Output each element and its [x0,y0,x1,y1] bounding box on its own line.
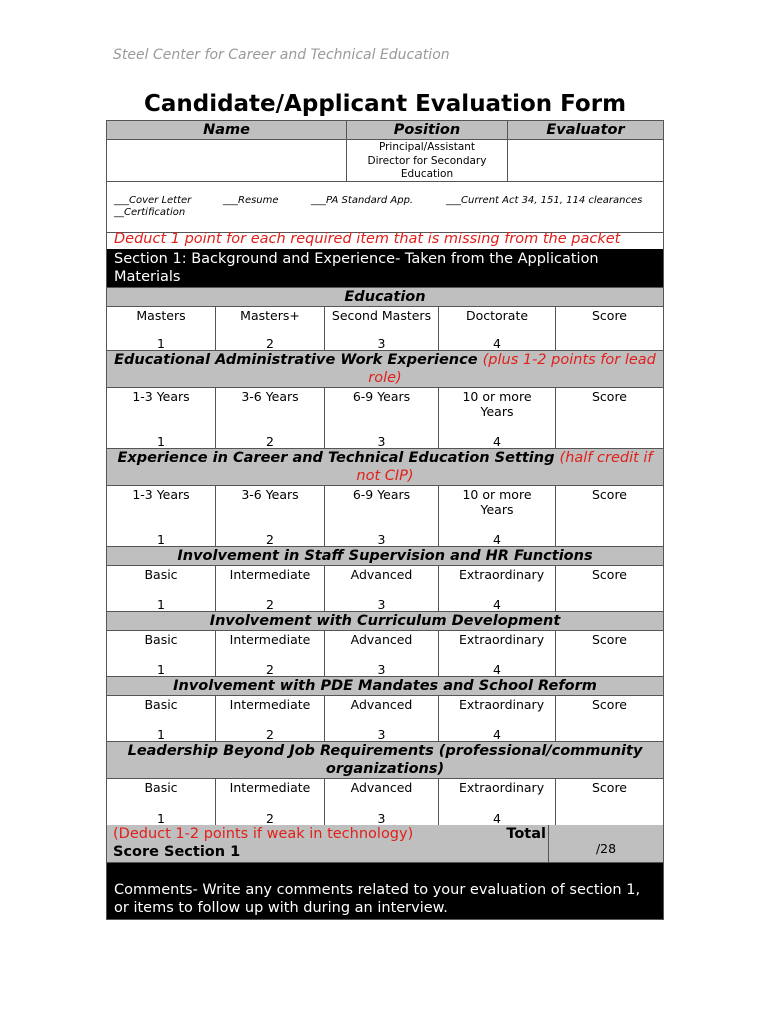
option-points: 3 [377,336,386,351]
option-points: 1 [157,727,165,742]
option-points: 4 [493,597,501,612]
option-cell[interactable] [325,486,439,546]
option-points: 2 [266,662,274,677]
check-resume[interactable]: ___Resume [223,195,279,206]
check-certification[interactable]: __Certification [114,207,186,218]
check-pa-standard-app[interactable]: ___PA Standard App. [311,195,414,206]
option-label: Extraordinary [459,780,545,795]
category-heading-row [107,547,663,566]
option-points: 2 [266,597,274,612]
option-label: Doctorate [465,308,529,323]
category-heading [107,742,663,778]
category-options-row [107,696,663,742]
category-heading [107,449,663,485]
category-title: Leadership Beyond Job Requirements (professional/community organizations) [127,743,643,777]
option-cell[interactable] [107,486,216,546]
category-options-row [107,388,663,449]
option-label: Intermediate [229,632,311,647]
option-points: 1 [157,597,165,612]
evaluator-field[interactable] [508,140,663,181]
score-label: Score [591,567,627,582]
comments-row [107,863,663,919]
deduct-note: Deduct 1 point for each required item that is missing from the packet [114,231,621,247]
score-label: Score [591,780,627,795]
score-field[interactable] [556,696,663,741]
score-field[interactable] [556,779,663,825]
option-label: Intermediate [229,567,311,582]
option-label: Basic [144,632,178,647]
option-points: 1 [157,336,165,351]
option-label: Masters [136,308,186,323]
option-label: Intermediate [229,697,311,712]
option-points: 3 [377,727,386,742]
total-score-field[interactable]: /28 [549,825,663,862]
option-label: 10 or more Years [462,487,532,517]
score-field[interactable] [556,566,663,611]
option-points: 3 [377,532,386,547]
category-options-row [107,486,663,547]
option-points: 1 [157,434,165,449]
option-label: Extraordinary [459,697,545,712]
option-cell[interactable] [107,779,216,825]
option-cell[interactable] [439,696,556,741]
option-label: Second Masters [331,308,432,323]
top-header-row [107,121,663,140]
option-points: 2 [266,434,274,449]
option-cell[interactable] [216,566,325,611]
score-section-label: Score Section 1 [113,844,241,860]
option-cell[interactable] [107,307,216,350]
option-cell[interactable] [107,631,216,676]
option-cell[interactable] [325,307,439,350]
option-points: 1 [157,662,165,677]
position-value: Principal/Assistant Director for Secondary Education [347,140,508,181]
deduct-note-row [107,233,663,249]
option-label: Extraordinary [459,567,545,582]
option-points: 1 [157,811,165,826]
option-points: 4 [493,336,501,351]
option-points: 2 [266,727,274,742]
option-cell[interactable] [216,388,325,448]
category-heading-row [107,351,663,388]
category-heading [107,547,663,565]
option-cell[interactable] [216,486,325,546]
option-cell[interactable] [216,631,325,676]
category-note: (half credit if not CIP) [356,450,653,484]
score-label: Score [591,389,627,404]
category-options-row [107,779,663,825]
option-cell[interactable] [439,779,556,825]
option-cell[interactable] [439,486,556,546]
option-cell[interactable] [439,307,556,350]
name-header: Name [107,121,347,139]
option-label: Advanced [350,780,413,795]
evaluator-header: Evaluator [546,122,625,138]
option-label: 1-3 Years [132,389,190,404]
category-title: Involvement in Staff Supervision and HR Functions [177,548,593,564]
check-clearances[interactable]: ___Current Act 34, 151, 114 clearances [446,195,643,206]
option-label: 3-6 Years [241,487,299,502]
total-label: Total [506,826,546,842]
option-points: 4 [493,662,501,677]
section-1-bar-row [107,249,663,288]
option-cell[interactable] [325,566,439,611]
option-points: 3 [377,811,386,826]
option-cell[interactable] [439,631,556,676]
score-field[interactable] [556,307,663,350]
option-label: 3-6 Years [241,389,299,404]
score-field[interactable] [556,631,663,676]
score-label: Score [591,697,627,712]
checklist-row [107,182,663,233]
option-points: 2 [266,532,274,547]
category-title: Experience in Career and Technical Education Setting [117,450,555,466]
option-cell[interactable] [325,779,439,825]
option-cell[interactable] [216,696,325,741]
section-1-categories [107,288,663,825]
category-heading [107,612,663,630]
position-header: Position [347,121,508,139]
score-label: Score [591,487,627,502]
option-points: 3 [377,434,386,449]
option-points: 3 [377,597,386,612]
section-1-title: Section 1: Background and Experience- Taken from the Application Materials [114,251,599,285]
category-heading [107,351,663,387]
category-options-row [107,566,663,612]
required-items-checklist [107,182,663,232]
option-cell[interactable] [325,631,439,676]
option-points: 2 [266,336,274,351]
option-label: Intermediate [229,780,311,795]
category-title: Education [344,289,426,305]
category-heading-row [107,449,663,486]
option-cell[interactable] [439,566,556,611]
option-label: 6-9 Years [352,487,411,502]
check-cover-letter[interactable]: ___Cover Letter [114,195,192,206]
category-heading-row [107,288,663,307]
option-label: Basic [144,780,178,795]
option-label: Extraordinary [459,632,545,647]
option-points: 4 [493,434,501,449]
score-field[interactable] [556,388,663,448]
option-cell[interactable] [107,566,216,611]
score-field[interactable] [556,486,663,546]
technology-note: (Deduct 1-2 points if weak in technology) [113,826,414,842]
total-row [107,825,663,863]
option-points: 3 [377,662,386,677]
form-title: Candidate/Applicant Evaluation Form [143,91,627,117]
option-label: 1-3 Years [132,487,190,502]
option-points: 4 [493,532,501,547]
option-cell[interactable] [439,388,556,448]
category-heading-row [107,612,663,631]
category-title: Educational Administrative Work Experience [114,352,478,368]
score-label: Score [591,308,627,323]
category-heading [107,288,663,306]
category-heading-row [107,677,663,696]
name-field[interactable] [107,140,347,181]
category-title: Involvement with PDE Mandates and School Reform [173,678,597,694]
option-label: Basic [144,567,178,582]
option-label: Basic [144,697,178,712]
top-value-row [107,140,663,182]
option-label: Advanced [350,697,413,712]
option-cell[interactable] [325,696,439,741]
option-label: Advanced [350,567,413,582]
category-options-row [107,631,663,677]
category-note: (plus 1-2 points for lead role) [368,352,656,386]
option-points: 4 [493,811,501,826]
option-label: Advanced [350,632,413,647]
category-heading [107,677,663,695]
option-cell[interactable] [107,388,216,448]
option-cell[interactable] [325,388,439,448]
category-options-row [107,307,663,351]
category-title: Involvement with Curriculum Development [209,613,561,629]
option-points: 4 [493,727,501,742]
organization-name: Steel Center for Career and Technical Education [113,47,450,63]
evaluation-form [106,120,664,920]
option-cell[interactable] [216,779,325,825]
comments-instructions: Comments- Write any comments related to your evaluation of section 1, or items to follow up with during an interview. [114,882,641,916]
option-cell[interactable] [107,696,216,741]
option-label: 6-9 Years [352,389,411,404]
option-cell[interactable] [216,307,325,350]
option-points: 1 [157,532,165,547]
score-label: Score [591,632,627,647]
option-label: 10 or more Years [462,389,532,419]
option-points: 2 [266,811,274,826]
category-heading-row [107,742,663,779]
option-label: Masters+ [240,308,300,323]
total-label-cell [107,825,549,862]
